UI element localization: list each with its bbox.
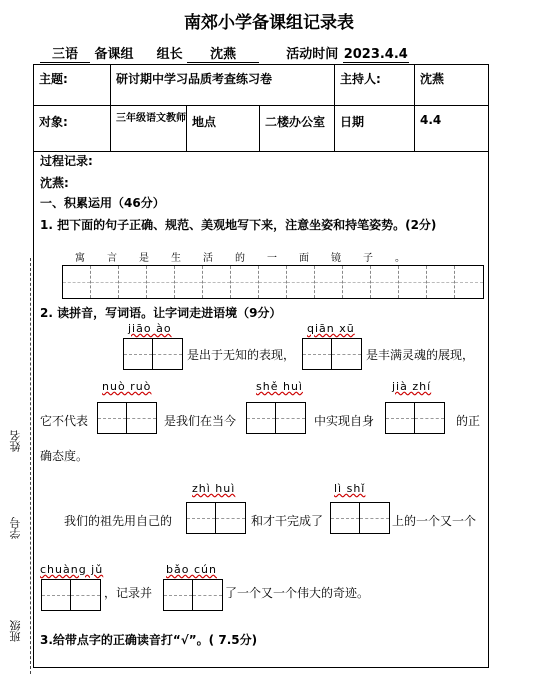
text-4c: 上的一个又一个	[392, 514, 477, 528]
text-3d: 的正	[456, 414, 481, 428]
section-1: 一、积累运用（46分）	[40, 196, 165, 210]
char: 的	[235, 253, 245, 264]
text-3c: 中实现自身	[314, 414, 375, 428]
answer-box-9[interactable]	[163, 579, 223, 611]
pinyin-4: shě huì	[256, 380, 303, 393]
question-2: 2. 读拼音，写词语。让字词走进语境（9分）	[40, 306, 282, 320]
object-value: 三年级语文教师	[116, 113, 186, 124]
pinyin-6: zhì huì	[192, 482, 236, 495]
date-label: 日期	[340, 115, 365, 129]
text-4a: 我们的祖先用自己的	[64, 514, 173, 528]
topic-label: 主题:	[39, 72, 68, 86]
sentence-characters	[66, 249, 476, 264]
char: 子	[363, 253, 373, 264]
text-3e: 确态度。	[40, 449, 89, 463]
text-5a: ，记录并	[104, 586, 153, 600]
pinyin-7: lì shǐ	[334, 482, 366, 495]
char: 。	[395, 253, 405, 264]
group-label: 备课组	[94, 47, 134, 62]
char: 寓	[75, 253, 85, 264]
process-label: 过程记录:	[40, 154, 93, 168]
page-title: 南郊小学备课组记录表	[184, 13, 354, 33]
host-value: 沈燕	[420, 72, 445, 86]
text-5b: 了一个又一个伟大的奇迹。	[225, 586, 370, 600]
char: 活	[203, 253, 213, 264]
char: 生	[171, 253, 181, 264]
pinyin-5: jià zhí	[392, 380, 432, 393]
binding-line	[30, 258, 31, 674]
date-value: 4.4	[420, 113, 442, 127]
char: 言	[107, 253, 117, 264]
speaker: 沈燕:	[40, 176, 69, 190]
question-3: 3.给带点字的正确读音打“√”。( 7.5分)	[40, 633, 258, 647]
char: 是	[139, 253, 149, 264]
place-label: 地点	[192, 115, 217, 129]
text-2: 是丰满灵魂的展现，	[366, 348, 475, 362]
text-3a: 它不代表	[40, 414, 89, 428]
leader-label: 组长	[156, 47, 183, 62]
answer-box-2[interactable]	[302, 338, 362, 370]
time-label: 活动时间	[286, 47, 339, 62]
char: 镜	[331, 253, 341, 264]
subject-value: 三语	[40, 43, 90, 63]
meta-line	[40, 43, 409, 63]
name-label: 姓名	[9, 430, 22, 452]
pinyin-3: nuò ruò	[102, 380, 152, 393]
record-table	[33, 64, 489, 668]
time-value: 2023.4.4	[343, 47, 408, 62]
pinyin-9: bǎo cún	[166, 563, 217, 576]
pinyin-2: qiān xū	[307, 322, 355, 335]
answer-box-8[interactable]	[41, 579, 101, 611]
host-label: 主持人:	[340, 72, 381, 86]
answer-box-7[interactable]	[330, 502, 390, 534]
writing-grid	[62, 265, 484, 299]
answer-box-1[interactable]	[123, 338, 183, 370]
place-value: 二楼办公室	[265, 115, 326, 129]
answer-box-3[interactable]	[97, 402, 157, 434]
pinyin-8: chuàng jǔ	[40, 563, 104, 576]
answer-box-6[interactable]	[186, 502, 246, 534]
text-4b: 和才干完成了	[251, 514, 324, 528]
leader-name: 沈燕	[187, 43, 259, 63]
object-label: 对象:	[39, 115, 68, 129]
topic-value: 研讨期中学习品质考查练习卷	[116, 72, 273, 86]
char: 一	[267, 253, 277, 264]
answer-box-4[interactable]	[246, 402, 306, 434]
answer-box-5[interactable]	[385, 402, 445, 434]
text-1: 是出于无知的表现，	[187, 348, 296, 362]
char: 面	[299, 253, 309, 264]
text-3b: 是我们在当今	[164, 414, 237, 428]
student-no-label: 学号	[9, 517, 22, 539]
class-label: 班级	[9, 620, 22, 642]
pinyin-1: jiāo ào	[128, 322, 172, 335]
question-1: 1. 把下面的句子正确、规范、美观地写下来，注意坐姿和持笔姿势。(2分)	[40, 218, 437, 232]
